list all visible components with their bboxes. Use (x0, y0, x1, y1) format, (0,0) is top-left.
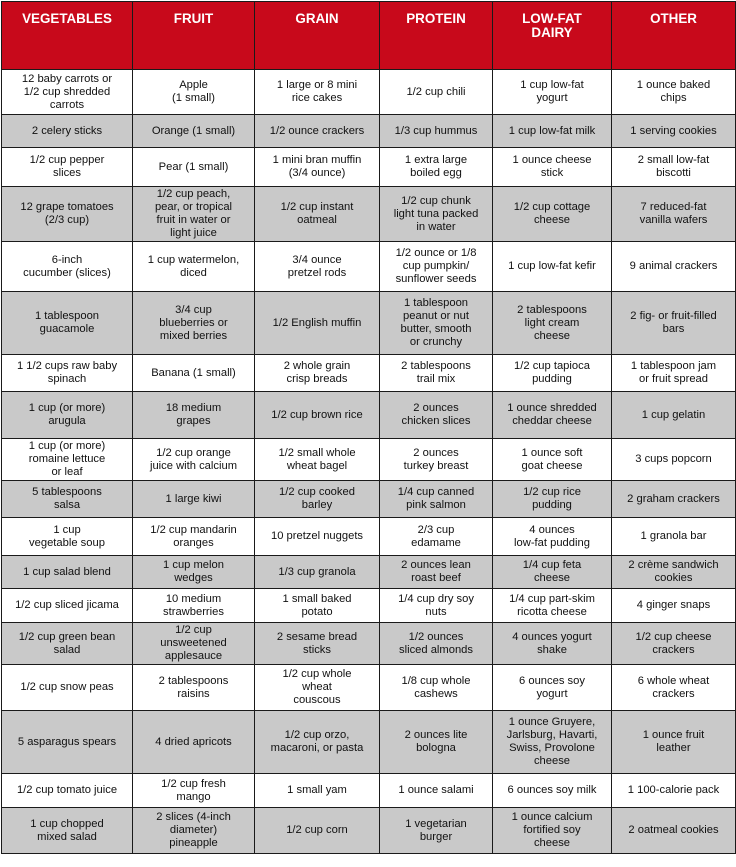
cell-other: 2 fig- or fruit-filled bars (612, 292, 736, 355)
cell-vegetables: 5 tablespoons salsa (2, 481, 133, 518)
cell-protein: 1/4 cup canned pink salmon (380, 481, 493, 518)
cell-fruit: 1 cup melon wedges (133, 556, 255, 589)
cell-vegetables: 12 baby carrots or 1/2 cup shredded carrots (2, 70, 133, 115)
cell-grain: 1 small baked potato (255, 589, 380, 623)
header-row (2, 2, 736, 70)
cell-fruit: 1 large kiwi (133, 481, 255, 518)
cell-low-fat-dairy: 1/4 cup part-skim ricotta cheese (493, 589, 612, 623)
cell-other: 1 ounce baked chips (612, 70, 736, 115)
table-row (2, 392, 736, 439)
cell-other: 7 reduced-fat vanilla wafers (612, 187, 736, 242)
cell-grain: 2 whole grain crisp breads (255, 355, 380, 392)
cell-grain: 1/2 small whole wheat bagel (255, 439, 380, 481)
cell-low-fat-dairy: 1 ounce shredded cheddar cheese (493, 392, 612, 439)
cell-other: 2 crème sandwich cookies (612, 556, 736, 589)
cell-protein: 1/2 ounce or 1/8 cup pumpkin/ sunflower seeds (380, 242, 493, 292)
cell-fruit: Pear (1 small) (133, 148, 255, 187)
table-row (2, 665, 736, 711)
cell-vegetables: 1 cup salad blend (2, 556, 133, 589)
cell-low-fat-dairy: 1 ounce soft goat cheese (493, 439, 612, 481)
cell-other: 9 animal crackers (612, 242, 736, 292)
cell-other: 2 small low-fat biscotti (612, 148, 736, 187)
cell-low-fat-dairy: 1 ounce calcium fortified soy cheese (493, 808, 612, 854)
cell-protein: 2 ounces chicken slices (380, 392, 493, 439)
cell-low-fat-dairy: 1 cup low-fat kefir (493, 242, 612, 292)
cell-vegetables: 2 celery sticks (2, 115, 133, 148)
cell-protein: 2/3 cup edamame (380, 518, 493, 556)
cell-vegetables: 1 cup (or more) romaine lettuce or leaf (2, 439, 133, 481)
cell-low-fat-dairy: 1/2 cup cottage cheese (493, 187, 612, 242)
table-row (2, 292, 736, 355)
cell-low-fat-dairy: 1/2 cup tapioca pudding (493, 355, 612, 392)
table-row (2, 115, 736, 148)
cell-grain: 1/2 cup orzo, macaroni, or pasta (255, 711, 380, 774)
cell-grain: 1/2 English muffin (255, 292, 380, 355)
cell-protein: 1 extra large boiled egg (380, 148, 493, 187)
table-row (2, 774, 736, 808)
cell-fruit: 2 slices (4-inch diameter) pineapple (133, 808, 255, 854)
cell-fruit: 2 tablespoons raisins (133, 665, 255, 711)
cell-low-fat-dairy: 2 tablespoons light cream cheese (493, 292, 612, 355)
cell-vegetables: 12 grape tomatoes (2/3 cup) (2, 187, 133, 242)
cell-protein: 1 vegetarian burger (380, 808, 493, 854)
table-row (2, 242, 736, 292)
header-protein: PROTEIN (380, 2, 493, 70)
table-header (2, 2, 736, 70)
cell-vegetables: 6-inch cucumber (slices) (2, 242, 133, 292)
cell-other: 2 graham crackers (612, 481, 736, 518)
cell-low-fat-dairy: 1/4 cup feta cheese (493, 556, 612, 589)
cell-fruit: 1/2 cup mandarin oranges (133, 518, 255, 556)
cell-other: 1 100-calorie pack (612, 774, 736, 808)
cell-low-fat-dairy: 4 ounces low-fat pudding (493, 518, 612, 556)
header-low-fat-dairy: LOW-FAT DAIRY (493, 2, 612, 70)
cell-grain: 1/3 cup granola (255, 556, 380, 589)
cell-vegetables: 1/2 cup sliced jicama (2, 589, 133, 623)
cell-other: 1 tablespoon jam or fruit spread (612, 355, 736, 392)
cell-protein: 2 ounces lite bologna (380, 711, 493, 774)
snack-options-table (1, 1, 736, 854)
table-body (2, 70, 736, 854)
cell-fruit: 18 medium grapes (133, 392, 255, 439)
cell-other: 2 oatmeal cookies (612, 808, 736, 854)
cell-grain: 2 sesame bread sticks (255, 623, 380, 665)
cell-grain: 1 large or 8 mini rice cakes (255, 70, 380, 115)
table-row (2, 518, 736, 556)
cell-fruit: 10 medium strawberries (133, 589, 255, 623)
cell-grain: 10 pretzel nuggets (255, 518, 380, 556)
cell-fruit: 1/2 cup peach, pear, or tropical fruit in water or light juice (133, 187, 255, 242)
cell-vegetables: 1 cup chopped mixed salad (2, 808, 133, 854)
cell-grain: 1/2 ounce crackers (255, 115, 380, 148)
header-fruit: FRUIT (133, 2, 255, 70)
cell-fruit: Orange (1 small) (133, 115, 255, 148)
cell-grain: 1/2 cup whole wheat couscous (255, 665, 380, 711)
table-row (2, 187, 736, 242)
cell-low-fat-dairy: 1 cup low-fat milk (493, 115, 612, 148)
cell-grain: 1 small yam (255, 774, 380, 808)
cell-fruit: 4 dried apricots (133, 711, 255, 774)
cell-low-fat-dairy: 6 ounces soy milk (493, 774, 612, 808)
cell-fruit: Apple (1 small) (133, 70, 255, 115)
cell-fruit: Banana (1 small) (133, 355, 255, 392)
cell-low-fat-dairy: 4 ounces yogurt shake (493, 623, 612, 665)
table-row (2, 439, 736, 481)
table-row (2, 556, 736, 589)
cell-other: 1/2 cup cheese crackers (612, 623, 736, 665)
table-row (2, 589, 736, 623)
cell-vegetables: 1 tablespoon guacamole (2, 292, 133, 355)
cell-vegetables: 1/2 cup snow peas (2, 665, 133, 711)
cell-other: 1 cup gelatin (612, 392, 736, 439)
header-grain: GRAIN (255, 2, 380, 70)
cell-protein: 1/3 cup hummus (380, 115, 493, 148)
cell-vegetables: 5 asparagus spears (2, 711, 133, 774)
cell-fruit: 3/4 cup blueberries or mixed berries (133, 292, 255, 355)
cell-grain: 1 mini bran muffin (3/4 ounce) (255, 148, 380, 187)
cell-protein: 2 ounces turkey breast (380, 439, 493, 481)
cell-fruit: 1 cup watermelon, diced (133, 242, 255, 292)
cell-grain: 1/2 cup instant oatmeal (255, 187, 380, 242)
cell-fruit: 1/2 cup unsweetened applesauce (133, 623, 255, 665)
cell-grain: 1/2 cup corn (255, 808, 380, 854)
table-row (2, 623, 736, 665)
cell-fruit: 1/2 cup orange juice with calcium (133, 439, 255, 481)
cell-grain: 1/2 cup brown rice (255, 392, 380, 439)
cell-protein: 2 tablespoons trail mix (380, 355, 493, 392)
cell-low-fat-dairy: 1 ounce Gruyere, Jarlsburg, Havarti, Swiss, Provolone cheese (493, 711, 612, 774)
cell-other: 6 whole wheat crackers (612, 665, 736, 711)
cell-other: 1 serving cookies (612, 115, 736, 148)
cell-vegetables: 1 cup vegetable soup (2, 518, 133, 556)
table-row (2, 355, 736, 392)
cell-vegetables: 1/2 cup green bean salad (2, 623, 133, 665)
cell-vegetables: 1/2 cup pepper slices (2, 148, 133, 187)
cell-protein: 1/4 cup dry soy nuts (380, 589, 493, 623)
cell-vegetables: 1 cup (or more) arugula (2, 392, 133, 439)
cell-protein: 1 tablespoon peanut or nut butter, smooth or crunchy (380, 292, 493, 355)
cell-fruit: 1/2 cup fresh mango (133, 774, 255, 808)
cell-protein: 1/8 cup whole cashews (380, 665, 493, 711)
cell-low-fat-dairy: 1 cup low-fat yogurt (493, 70, 612, 115)
cell-grain: 1/2 cup cooked barley (255, 481, 380, 518)
cell-other: 1 granola bar (612, 518, 736, 556)
table-row (2, 808, 736, 854)
cell-protein: 1/2 cup chili (380, 70, 493, 115)
cell-other: 3 cups popcorn (612, 439, 736, 481)
cell-vegetables: 1/2 cup tomato juice (2, 774, 133, 808)
cell-protein: 1/2 ounces sliced almonds (380, 623, 493, 665)
table-row (2, 148, 736, 187)
cell-low-fat-dairy: 6 ounces soy yogurt (493, 665, 612, 711)
header-other: OTHER (612, 2, 736, 70)
cell-protein: 1 ounce salami (380, 774, 493, 808)
cell-vegetables: 1 1/2 cups raw baby spinach (2, 355, 133, 392)
header-vegetables: VEGETABLES (2, 2, 133, 70)
table-row (2, 711, 736, 774)
table-row (2, 481, 736, 518)
cell-protein: 2 ounces lean roast beef (380, 556, 493, 589)
cell-other: 1 ounce fruit leather (612, 711, 736, 774)
cell-grain: 3/4 ounce pretzel rods (255, 242, 380, 292)
table-row (2, 70, 736, 115)
cell-low-fat-dairy: 1/2 cup rice pudding (493, 481, 612, 518)
cell-low-fat-dairy: 1 ounce cheese stick (493, 148, 612, 187)
cell-protein: 1/2 cup chunk light tuna packed in water (380, 187, 493, 242)
cell-other: 4 ginger snaps (612, 589, 736, 623)
